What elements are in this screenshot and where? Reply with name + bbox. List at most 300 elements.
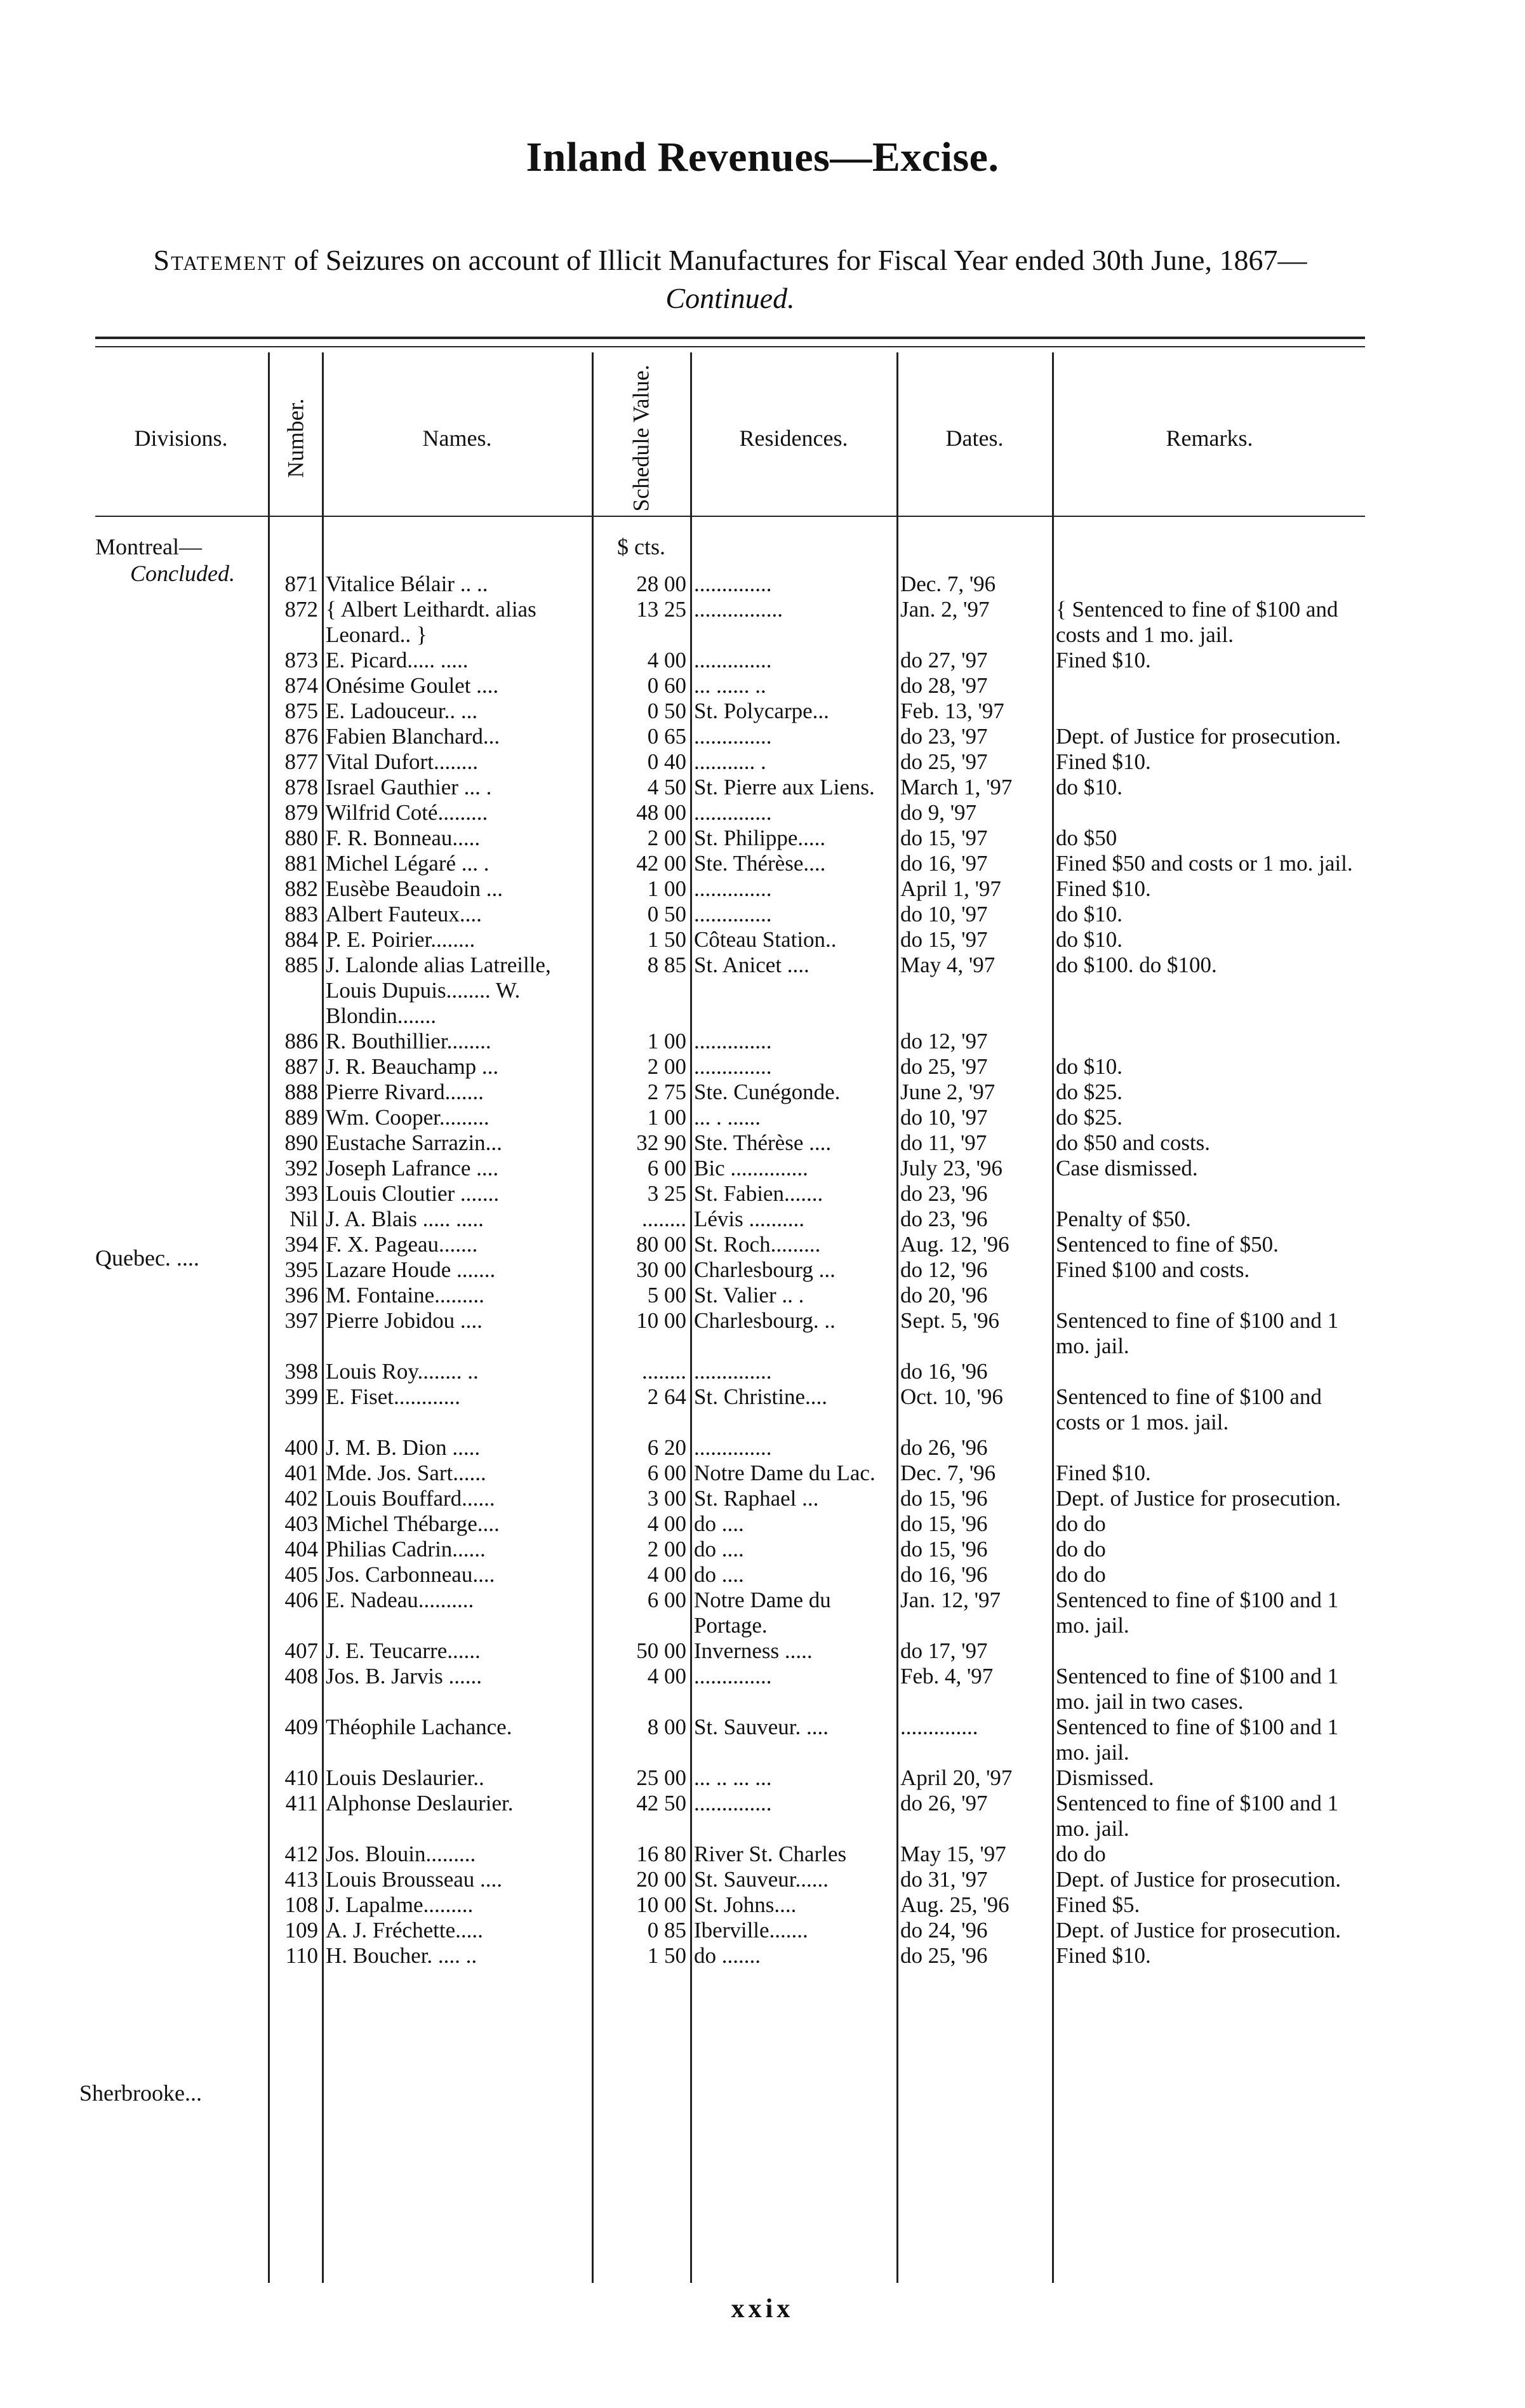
remark-cell: Dept. of Justice for prosecution. [1056,1918,1342,1943]
date-cell: Oct. 10, '96 [900,1384,1003,1409]
name-cell: E. Picard..... ..... [326,648,469,672]
residence-cell: Inverness ..... [694,1638,813,1663]
name-cell: E. Ladouceur.. ... [326,699,478,723]
value-cell: ........ [642,1207,686,1231]
table-row [95,1384,1365,1435]
date-cell: do 15, '96 [900,1511,988,1536]
table-row [95,1562,1365,1588]
value-cell: 32 90 [636,1130,686,1155]
value-cell: 50 00 [636,1638,686,1663]
remark-cell: Penalty of $50. [1056,1207,1191,1231]
remark-cell [1052,1181,1365,1207]
residence-cell: St. Valier .. . [694,1283,804,1308]
division-cell [95,1588,268,1638]
number-cell: 878 [284,775,318,799]
name-cell: Mde. Jos. Sart...... [326,1461,486,1485]
division-cell [95,1892,268,1918]
value-cell: 10 00 [636,1308,686,1333]
value-cell: 4 00 [647,1511,686,1536]
number-cell: 881 [284,851,318,876]
number-cell: 396 [284,1283,318,1308]
value-cell: 0 50 [647,699,686,723]
value-cell: 3 00 [647,1486,686,1511]
table-row [95,1765,1365,1791]
residence-cell: St. Fabien....... [694,1181,823,1206]
table-row [95,851,1365,876]
header-rule [95,516,1365,517]
number-cell: 394 [284,1232,318,1257]
residence-cell: ... ...... .. [694,673,766,698]
division-cell [95,1207,268,1232]
division-cell [95,1664,268,1715]
top-rule-thin [95,346,1365,347]
date-cell: do 12, '97 [900,1029,988,1054]
value-cell: 42 00 [636,851,686,876]
table-row [95,1461,1365,1486]
col-header-divisions: Divisions. [134,425,228,451]
division-cell [95,1562,268,1588]
number-cell: 871 [284,572,318,596]
value-cell: 4 00 [647,648,686,672]
residence-cell: St. Sauveur. .... [694,1715,829,1739]
division-cell [95,902,268,927]
residence-cell: .............. [694,1664,772,1689]
value-cell: 3 25 [647,1181,686,1206]
value-cell: 2 00 [647,826,686,850]
table-row [95,1156,1365,1181]
residence-cell: River St. Charles [694,1842,847,1866]
remark-cell: Dismissed. [1056,1765,1154,1790]
residence-cell: .............. [694,1359,772,1384]
date-cell: do 28, '97 [900,673,988,698]
top-rule [95,337,1365,339]
residence-cell: .............. [694,876,772,901]
table-row [95,1130,1365,1156]
value-cell: 4 00 [647,1562,686,1587]
date-cell: May 15, '97 [900,1842,1006,1866]
col-header-dates: Dates. [945,425,1004,451]
date-cell: do 15, '96 [900,1486,988,1511]
value-cell: 1 00 [647,1029,686,1054]
table-row [95,1029,1365,1054]
date-cell: Aug. 12, '96 [900,1232,1009,1257]
number-cell: 408 [284,1664,318,1689]
name-cell: Louis Brousseau .... [326,1867,503,1892]
currency-unit: $ cts. [617,534,665,559]
remark-cell: do do [1056,1562,1106,1587]
remark-cell: do $25. [1056,1105,1122,1130]
number-cell: 399 [284,1384,318,1409]
table-row [95,876,1365,902]
remark-cell: do do [1056,1511,1106,1536]
value-cell: 28 00 [636,572,686,596]
division-cell [95,953,268,1029]
statement-caps: Statement [153,244,287,276]
number-cell: 409 [284,1715,318,1739]
residence-cell: do .... [694,1537,744,1562]
table-row [95,1359,1365,1384]
spacer-row [95,521,1365,572]
division-cell [95,1080,268,1105]
date-cell: do 16, '96 [900,1359,988,1384]
remark-cell: Dept. of Justice for prosecution. [1056,724,1342,749]
page-title: Inland Revenues—Excise. [526,134,999,180]
division-cell [95,1105,268,1130]
date-cell: Aug. 25, '96 [900,1892,1009,1917]
remark-cell: Dept. of Justice for prosecution. [1056,1867,1342,1892]
date-cell: May 4, '97 [900,953,996,977]
table-row [95,1435,1365,1461]
col-header-names: Names. [422,425,492,451]
name-cell: E. Nadeau.......... [326,1588,474,1612]
number-cell: 885 [284,953,318,977]
table-row [95,826,1365,851]
division-quebec: Quebec. .... [95,1245,199,1271]
name-cell: Eustache Sarrazin... [326,1130,502,1155]
date-cell: do 31, '97 [900,1867,988,1892]
value-cell: 8 85 [647,953,686,977]
value-cell: 48 00 [636,800,686,825]
residence-cell: .............. [694,902,772,926]
division-cell [95,1232,268,1257]
table-row [95,749,1365,775]
name-cell: Pierre Jobidou .... [326,1308,483,1333]
col-header-schedule-value: Schedule Value. [629,365,654,512]
division-cell [95,1791,268,1842]
residence-cell: Ste. Cunégonde. [694,1080,841,1104]
name-cell: M. Fontaine......... [326,1283,484,1308]
remark-cell [1052,1359,1365,1384]
date-cell: do 24, '96 [900,1918,988,1943]
name-cell: Vital Dufort........ [326,749,478,774]
remark-cell [1052,800,1365,826]
date-cell: do 9, '97 [900,800,977,825]
residence-cell: Bic .............. [694,1156,808,1181]
table-row [95,1283,1365,1308]
division-cell [95,1029,268,1054]
division-cell [95,1257,268,1283]
table-row [95,1308,1365,1359]
number-cell: 406 [284,1588,318,1612]
division-sherbrooke: Sherbrooke... [79,2080,202,2106]
name-cell: Wilfrid Coté......... [326,800,488,825]
name-cell: F. X. Pageau....... [326,1232,478,1257]
number-cell: 403 [284,1511,318,1536]
residence-cell: .............. [694,1791,772,1816]
residence-cell: ................ [694,597,783,622]
date-cell: do 15, '96 [900,1537,988,1562]
name-cell: Théophile Lachance. [326,1715,512,1739]
value-cell: 16 80 [636,1842,686,1866]
number-cell: 877 [284,749,318,774]
value-cell: 4 00 [647,1664,686,1689]
residence-cell: Notre Dame du Portage. [694,1588,831,1638]
name-cell: A. J. Fréchette..... [326,1918,483,1943]
date-cell: do 11, '97 [900,1130,987,1155]
number-cell: 397 [284,1308,318,1333]
date-cell: do 25, '96 [900,1943,988,1968]
table-row [95,1511,1365,1537]
residence-cell: .............. [694,1054,772,1079]
remark-cell [1052,1435,1365,1461]
residence-cell: ... . ...... [694,1105,761,1130]
division-cell [95,1308,268,1359]
name-cell: Israel Gauthier ... . [326,775,492,799]
name-cell: E. Fiset............ [326,1384,460,1409]
residence-cell: do .... [694,1511,744,1536]
value-cell: 25 00 [636,1765,686,1790]
value-cell: 1 50 [647,1943,686,1968]
residence-cell: St. Roch......... [694,1232,821,1257]
value-cell: 6 20 [647,1435,686,1460]
date-cell: do 16, '96 [900,1562,988,1587]
name-cell: J. Lapalme......... [326,1892,474,1917]
residence-cell: St. Polycarpe... [694,699,829,723]
number-cell: 873 [284,648,318,672]
value-cell: 1 50 [647,927,686,952]
remark-cell: do $10. [1056,927,1122,952]
name-cell: H. Boucher. .... .. [326,1943,477,1968]
residence-cell: Charlesbourg ... [694,1257,836,1282]
name-cell: Eusèbe Beaudoin ... [326,876,503,901]
remark-cell: do $10. [1056,902,1122,926]
number-cell: 392 [284,1156,318,1181]
remark-cell: Dept. of Justice for prosecution. [1056,1486,1342,1511]
name-cell: Philias Cadrin...... [326,1537,486,1562]
name-cell: Albert Fauteux.... [326,902,482,926]
division-cell [95,1918,268,1943]
date-cell: do 12, '96 [900,1257,988,1282]
division-cell [95,673,268,699]
date-cell: March 1, '97 [900,775,1013,799]
table-row [95,572,1365,597]
date-cell: do 20, '96 [900,1283,988,1308]
residence-cell: do ....... [694,1943,761,1968]
name-cell: Jos. B. Jarvis ...... [326,1664,482,1689]
table-row [95,597,1365,648]
division-cell [95,572,268,597]
remark-cell: Sentenced to fine of $100 and 1 mo. jail. [1056,1791,1339,1841]
table-row [95,1054,1365,1080]
residence-cell: St. Sauveur...... [694,1867,829,1892]
remark-cell: Fined $10. [1056,648,1151,672]
number-cell: 411 [285,1791,318,1816]
number-cell: 410 [284,1765,318,1790]
date-cell: Jan. 2, '97 [900,597,990,622]
number-cell: 413 [284,1867,318,1892]
value-cell: 4 50 [647,775,686,799]
residence-cell: .............. [694,572,772,596]
division-cell [95,1283,268,1308]
name-cell: Louis Bouffard...... [326,1486,495,1511]
date-cell: do 26, '97 [900,1791,988,1816]
number-cell: 405 [284,1562,318,1587]
table-row [95,775,1365,800]
value-cell: 6 00 [647,1156,686,1181]
division-cell [95,1537,268,1562]
name-cell: Fabien Blanchard... [326,724,500,749]
remark-cell: do $50 [1056,826,1117,850]
number-cell: 882 [284,876,318,901]
table-row [95,1257,1365,1283]
number-cell: 874 [284,673,318,698]
remark-cell: Fined $10. [1056,749,1151,774]
remark-cell [1052,1029,1365,1054]
statement-caption [95,241,1365,318]
value-cell: 10 00 [636,1892,686,1917]
name-cell: Michel Thébarge.... [326,1511,500,1536]
date-cell: do 25, '97 [900,1054,988,1079]
residence-cell: .............. [694,1435,772,1460]
date-cell: do 10, '97 [900,902,988,926]
division-cell [95,1842,268,1867]
table-row [95,1486,1365,1511]
residence-cell: St. Johns.... [694,1892,797,1917]
value-cell: 0 65 [647,724,686,749]
division-cell [95,1435,268,1461]
date-cell: do 23, '97 [900,724,988,749]
division-cell [95,1943,268,1969]
residence-cell: St. Christine.... [694,1384,828,1409]
col-header-remarks: Remarks. [1166,425,1253,451]
division-cell [95,1867,268,1892]
value-cell: 8 00 [647,1715,686,1739]
value-cell: 0 60 [647,673,686,698]
remark-cell: do $10. [1056,1054,1122,1079]
table-row [95,699,1365,724]
name-cell: P. E. Poirier........ [326,927,476,952]
name-cell: J. Lalonde alias Latreille, Louis Dupuis........ W. Blondin....... [326,953,551,1028]
table-row [95,1791,1365,1842]
division-cell [95,927,268,953]
name-cell: Jos. Carbonneau.... [326,1562,495,1587]
residence-cell: Lévis .......... [694,1207,805,1231]
value-cell: 0 85 [647,1918,686,1943]
value-cell: 2 75 [647,1080,686,1104]
number-cell: 400 [284,1435,318,1460]
date-cell: do 26, '96 [900,1435,988,1460]
name-cell: J. R. Beauchamp ... [326,1054,499,1079]
division-cell [95,1511,268,1537]
date-cell: do 25, '97 [900,749,988,774]
value-cell: 80 00 [636,1232,686,1257]
residence-cell: Ste. Thérèse .... [694,1130,832,1155]
value-cell: 42 50 [636,1791,686,1816]
division-cell [95,826,268,851]
remark-cell [1052,572,1365,597]
number-cell: 395 [284,1257,318,1282]
table-row [95,1842,1365,1867]
name-cell: Michel Légaré ... . [326,851,489,876]
date-cell: do 16, '97 [900,851,988,876]
value-cell: 1 00 [647,1105,686,1130]
number-cell: 883 [284,902,318,926]
division-cell [95,1130,268,1156]
name-cell: J. E. Teucarre...... [326,1638,481,1663]
remark-cell: Sentenced to fine of $100 and 1 mo. jail in two cases. [1056,1664,1339,1714]
value-cell: 2 00 [647,1054,686,1079]
table-row [95,1638,1365,1664]
table-row [95,648,1365,673]
remark-cell: Sentenced to fine of $100 and costs or 1 mos. jail. [1056,1384,1322,1435]
name-cell: Joseph Lafrance .... [326,1156,499,1181]
name-cell: J. A. Blais ..... ..... [326,1207,484,1231]
date-cell: April 20, '97 [900,1765,1013,1790]
division-cell [95,1715,268,1765]
division-cell [95,724,268,749]
number-cell: 872 [284,597,318,622]
residence-cell: ........... . [694,749,766,774]
residence-cell: Côteau Station.. [694,927,837,952]
number-cell: 879 [284,800,318,825]
number-cell: 888 [284,1080,318,1104]
remark-cell: Fined $50 and costs or 1 mo. jail. [1056,851,1353,876]
value-cell: 1 00 [647,876,686,901]
residence-cell: St. Philippe..... [694,826,826,850]
table-row [95,1943,1365,1969]
remark-cell: do $100. do $100. [1056,953,1217,977]
table-row [95,1537,1365,1562]
division-cell [95,1765,268,1791]
name-cell: J. M. B. Dion ..... [326,1435,481,1460]
table-row [95,1232,1365,1257]
division-cell [95,699,268,724]
residence-cell: ... .. ... ... [694,1765,772,1790]
date-cell: April 1, '97 [900,876,1001,901]
name-cell: Louis Cloutier ....... [326,1181,500,1206]
division-cell [95,1054,268,1080]
table-row [95,1715,1365,1765]
date-cell: do 10, '97 [900,1105,988,1130]
number-cell: 880 [284,826,318,850]
residence-cell: Iberville....... [694,1918,808,1943]
value-cell: 0 40 [647,749,686,774]
name-cell: Alphonse Deslaurier. [326,1791,514,1816]
date-cell: .............. [900,1715,978,1739]
table-row [95,1105,1365,1130]
division-cell [95,1384,268,1435]
seizures-table [95,521,1365,1969]
value-cell: 30 00 [636,1257,686,1282]
residence-cell: .............. [694,724,772,749]
number-cell: 412 [284,1842,318,1866]
residence-cell: do .... [694,1562,744,1587]
remark-cell: Fined $10. [1056,876,1151,901]
division-cell [95,800,268,826]
remark-cell [1052,699,1365,724]
number-cell: 407 [284,1638,318,1663]
division-montreal: Montreal— [95,534,202,559]
value-cell: 2 64 [647,1384,686,1409]
remark-cell: Sentenced to fine of $50. [1056,1232,1279,1257]
number-cell: 393 [284,1181,318,1206]
residence-cell: Ste. Thérèse.... [694,851,826,876]
col-header-residences: Residences. [739,425,848,451]
residence-cell: .............. [694,800,772,825]
table-row [95,1664,1365,1715]
name-cell: Pierre Rivard....... [326,1080,484,1104]
name-cell: Onésime Goulet .... [326,673,499,698]
page-number: xxix [731,2294,794,2324]
remark-cell: do do [1056,1537,1106,1562]
table-row [95,953,1365,1029]
name-cell: Lazare Houde ....... [326,1257,496,1282]
table-row [95,1181,1365,1207]
remark-cell: Case dismissed. [1056,1156,1198,1181]
residence-cell: St. Anicet .... [694,953,809,977]
date-cell: do 17, '97 [900,1638,988,1663]
name-cell: F. R. Bonneau..... [326,826,481,850]
